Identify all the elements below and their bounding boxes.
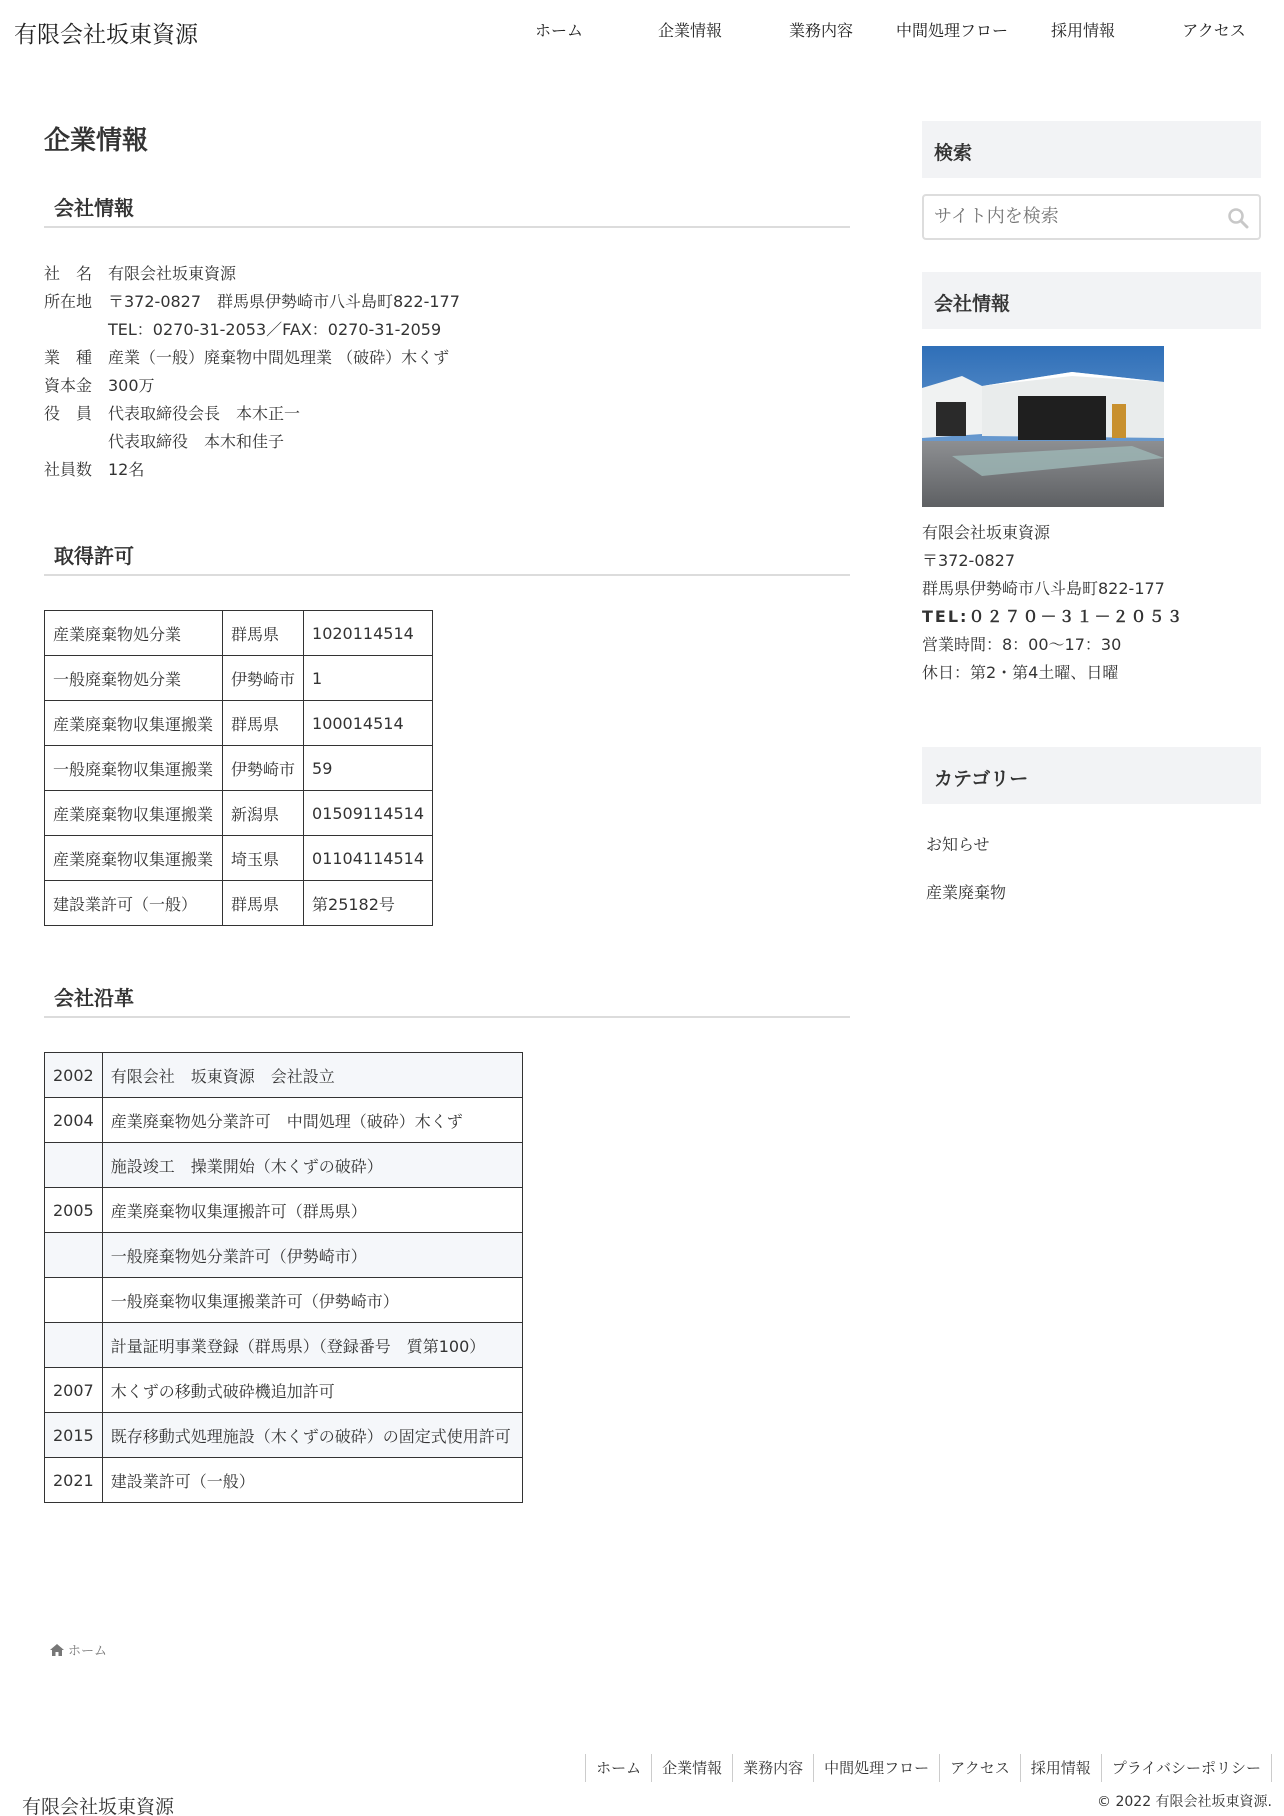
footer-nav-business[interactable]: 業務内容 xyxy=(732,1754,813,1782)
nav-recruit[interactable]: 採用情報 xyxy=(1050,21,1115,40)
category-widget-title: カテゴリー xyxy=(922,747,1261,804)
table-row: 2004 産業廃棄物処分業許可 中間処理（破砕）木くず xyxy=(45,1098,523,1143)
search-widget-title: 検索 xyxy=(922,121,1261,178)
history-table xyxy=(44,1052,523,1503)
table-row: 2007 木くずの移動式破砕機追加許可 xyxy=(45,1368,523,1413)
search-input[interactable] xyxy=(934,196,1214,236)
nav-home[interactable]: ホーム xyxy=(534,21,583,40)
table-row: 産業廃棄物収集運搬業 群馬県 100014514 xyxy=(45,701,433,746)
footer-nav-privacy[interactable]: プライバシーポリシー xyxy=(1101,1754,1272,1782)
table-row: 2005 産業廃棄物収集運搬許可（群馬県） xyxy=(45,1188,523,1233)
category-link[interactable]: お知らせ xyxy=(926,835,990,854)
breadcrumb[interactable] xyxy=(50,1640,107,1659)
table-row: 2002 有限会社 坂東資源 会社設立 xyxy=(45,1053,523,1098)
footer-site-title[interactable]: 有限会社坂東資源 xyxy=(22,1796,175,1816)
category-link[interactable]: 産業廃棄物 xyxy=(926,883,1007,902)
table-row: 施設竣工 操業開始（木くずの破砕） xyxy=(45,1143,523,1188)
section-heading-company: 会社情報 xyxy=(44,180,850,228)
footer-nav-recruit[interactable]: 採用情報 xyxy=(1020,1754,1101,1782)
info-row: 資本金 300万 xyxy=(44,376,155,395)
company-info xyxy=(44,260,850,484)
nav-business[interactable]: 業務内容 xyxy=(788,21,853,40)
info-row: 社 名 有限会社坂東資源 xyxy=(44,264,237,283)
search-form xyxy=(922,194,1261,240)
info-row: 業 種 産業（一般）廃棄物中間処理業 （破砕）木くず xyxy=(44,348,450,367)
site-title[interactable]: 有限会社坂東資源 xyxy=(14,22,198,48)
tel-number: TEL:０２７０－３１－２０５３ xyxy=(922,607,1185,626)
sidebar xyxy=(922,121,1261,914)
footer-nav-company[interactable]: 企業情報 xyxy=(651,1754,732,1782)
company-address: 有限会社坂東資源 〒372-0827 群馬県伊勢崎市八斗島町822-177 TEL:０２７０－３１－２０５３ 営業時間：8：00～17：30 休日：第2・第4土曜、日曜 xyxy=(922,519,1261,687)
copyright: © 2022 有限会社坂東資源. xyxy=(1097,1794,1272,1810)
category-list xyxy=(922,818,1261,914)
table-row: 計量証明事業登録（群馬県）（登録番号 質第100） xyxy=(45,1323,523,1368)
home-icon xyxy=(50,1644,64,1656)
breadcrumb-home[interactable]: ホーム xyxy=(68,1644,108,1659)
table-row: 一般廃棄物処分業 伊勢崎市 1 xyxy=(45,656,433,701)
license-table xyxy=(44,610,433,926)
table-row: 一般廃棄物収集運搬業 伊勢崎市 59 xyxy=(45,746,433,791)
table-row: 2021 建設業許可（一般） xyxy=(45,1458,523,1503)
nav-company[interactable]: 企業情報 xyxy=(657,21,722,40)
table-row: 一般廃棄物収集運搬業許可（伊勢崎市） xyxy=(45,1278,523,1323)
table-row: 一般廃棄物処分業許可（伊勢崎市） xyxy=(45,1233,523,1278)
facility-photo xyxy=(922,346,1164,507)
info-row: TEL：0270-31-2053／FAX：0270-31-2059 xyxy=(108,320,442,339)
footer-nav-flow[interactable]: 中間処理フロー xyxy=(813,1754,939,1782)
section-heading-license: 取得許可 xyxy=(44,528,850,576)
info-row: 所在地 〒372-0827 群馬県伊勢崎市八斗島町822-177 xyxy=(44,292,460,311)
footer-nav-access[interactable]: アクセス xyxy=(939,1754,1020,1782)
nav-access[interactable]: アクセス xyxy=(1182,21,1246,40)
table-row: 2015 既存移動式処理施設（木くずの破砕）の固定式使用許可 xyxy=(45,1413,523,1458)
site-header xyxy=(0,0,1284,60)
company-widget-title: 会社情報 xyxy=(922,272,1261,329)
page-title: 企業情報 xyxy=(44,126,149,156)
table-row: 産業廃棄物処分業 群馬県 1020114514 xyxy=(45,611,433,656)
footer-nav xyxy=(585,1754,1272,1782)
info-row: 役 員 代表取締役会長 本木正一 xyxy=(44,404,301,423)
footer-nav-home[interactable]: ホーム xyxy=(585,1754,651,1782)
search-icon[interactable] xyxy=(1227,207,1249,229)
global-nav xyxy=(0,18,1284,42)
info-row: 代表取締役 本木和佳子 xyxy=(108,432,285,451)
nav-flow[interactable]: 中間処理フロー xyxy=(895,21,1008,40)
section-heading-history: 会社沿革 xyxy=(44,970,850,1018)
main-content xyxy=(44,100,850,1503)
info-row: 社員数 12名 xyxy=(44,460,145,479)
table-row: 建設業許可（一般） 群馬県 第25182号 xyxy=(45,881,433,926)
table-row: 産業廃棄物収集運搬業 埼玉県 01104114514 xyxy=(45,836,433,881)
table-row: 産業廃棄物収集運搬業 新潟県 01509114514 xyxy=(45,791,433,836)
